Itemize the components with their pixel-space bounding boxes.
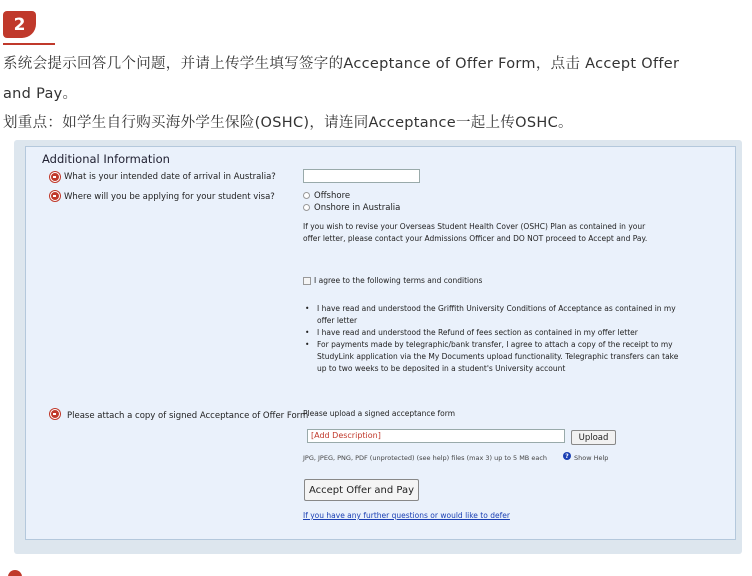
- attach-question-label: Please attach a copy of signed Acceptance of Offer Form: [67, 411, 309, 421]
- oshc-note-line-1: If you wish to revise your Overseas Student Health Cover (OSHC) Plan as contained in your: [303, 222, 646, 231]
- required-icon: [50, 409, 60, 419]
- radio-offshore[interactable]: [303, 192, 310, 199]
- next-step-badge-partial: [8, 570, 22, 576]
- required-icon: [50, 191, 60, 201]
- arrival-question-label: What is your intended date of arrival in Australia?: [64, 172, 276, 182]
- terms-item: • I have read and understood the Griffith University Conditions of Acceptance as contained in my offer letter: [303, 303, 683, 327]
- radio-offshore-label: Offshore: [314, 191, 351, 201]
- radio-onshore-label: Onshore in Australia: [314, 203, 401, 213]
- step-number-badge: 2: [3, 11, 36, 38]
- file-type-hint: JPG, JPEG, PNG, PDF (unprotected) (see help) files (max 3) up to 5 MB each: [303, 454, 548, 462]
- article-highlight-line: 划重点：如学生自行购买海外学生保险(OSHC)，请连同Acceptance一起上传OSHC。: [3, 115, 573, 131]
- accept-offer-and-pay-button[interactable]: Accept Offer and Pay: [304, 479, 419, 501]
- description-input[interactable]: [Add Description]: [307, 429, 565, 443]
- agree-terms-label: I agree to the following terms and conditions: [314, 276, 483, 285]
- oshc-note-line-2: offer letter, please contact your Admissions Officer and DO NOT proceed to Accept and Pay.: [303, 234, 648, 243]
- step-underline: [3, 43, 55, 45]
- visa-question-label: Where will you be applying for your student visa?: [64, 192, 275, 202]
- show-help-link[interactable]: Show Help: [574, 454, 609, 462]
- terms-item: • I have read and understood the Refund of fees section as contained in my offer letter: [303, 327, 683, 339]
- article-line-1: 系统会提示回答几个问题，并请上传学生填写签字的Acceptance of Offer Form，点击 Accept Offer: [3, 56, 680, 72]
- radio-onshore[interactable]: [303, 204, 310, 211]
- agree-terms-checkbox[interactable]: [303, 277, 311, 285]
- terms-list: [303, 303, 683, 375]
- upload-button[interactable]: Upload: [571, 430, 616, 445]
- defer-questions-link[interactable]: If you have any further questions or would like to defer: [303, 511, 510, 520]
- arrival-date-input[interactable]: [303, 169, 420, 183]
- required-icon: [50, 172, 60, 182]
- article-line-2: and Pay。: [3, 86, 78, 102]
- help-icon[interactable]: ?: [563, 452, 571, 460]
- additional-information-panel: [25, 146, 736, 540]
- section-title: Additional Information: [42, 152, 170, 166]
- upload-instruction: Please upload a signed acceptance form: [303, 409, 456, 418]
- terms-item: • For payments made by telegraphic/bank transfer, I agree to attach a copy of the receipt to my StudyLink application via the My Documents upload functionality. Telegraphic transfers can take up to two weeks to be deposited in a student's University account: [303, 339, 683, 375]
- oshc-note: [303, 221, 647, 245]
